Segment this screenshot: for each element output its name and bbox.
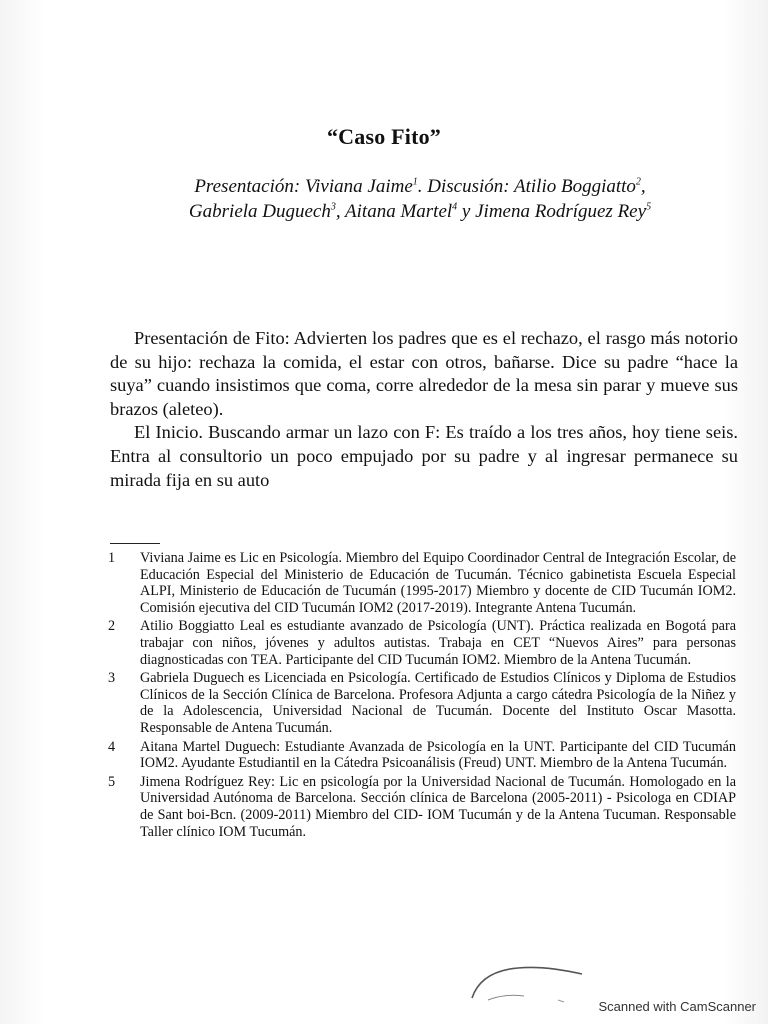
footnote-ref-4: 4: [452, 201, 458, 213]
footnote-text: Aitana Martel Duguech: Estudiante Avanzada de Psicología en la UNT. Participante del CID Tucumán IOM2. Ayudante Estudiantil en la Cátedra Psicoanálisis (Freud) UNT. Miembro de la Antena Tucumán.: [140, 738, 736, 772]
footnote-ref-1: 1: [412, 176, 418, 188]
document-title: “Caso Fito”: [326, 124, 442, 149]
footnote-text: Viviana Jaime es Lic en Psicología. Miembro del Equipo Coordinador Central de Integración Escolar, de Educación Especial del Ministerio de Educación de Tucumán. Técnico gabinetista Escuela Especial ALPI, Ministerio de Educación de Tucumán (1995-2017) Miembro y docente de CID Tucumán IOM2. Comisión ejecutiva del CID Tucumán IOM2 (2017-2019). Integrante Antena Tucumán.: [140, 550, 736, 616]
author-discussant-1: . Discusión: Atilio Boggiatto: [417, 176, 636, 197]
footnotes: [108, 550, 736, 842]
footnote-ref-5: 5: [646, 201, 652, 213]
footnote-number: 5: [108, 773, 116, 790]
footnote-ref-2: 2: [635, 176, 641, 188]
authors-block: [100, 174, 740, 224]
footnote-ref-3: 3: [330, 201, 336, 213]
author-discussant-4: y Jimena Rodríguez Rey: [457, 201, 647, 222]
footnote: [108, 618, 736, 668]
body-paragraph: El Inicio. Buscando armar un lazo con F: Es traído a los tres años, hoy tiene seis. Entra al consultorio un poco empujado por su padre y al ingresar permanece su mirada fija en su auto: [110, 422, 738, 490]
footnote-text: Atilio Boggiatto Leal es estudiante avanzado de Psicología (UNT). Práctica realizada en Bogotá para trabajar con niños, jóvenes y adultos autistas. Trabaja en CET “Nuevos Aires” para personas diagnosticadas con TEA. Participante del CID Tucumán IOM2. Miembro de la Antena Tucumán.: [140, 618, 736, 668]
authors-line-1: [100, 174, 740, 199]
footnote-number: 4: [108, 738, 116, 755]
footnote-number: 2: [108, 618, 116, 635]
body-text: [110, 327, 738, 492]
author-presenter: Presentación: Viviana Jaime: [194, 176, 413, 197]
footnote: [108, 774, 736, 840]
footnote: [108, 670, 736, 736]
authors-line-2: [100, 199, 740, 224]
footnote-divider: [110, 543, 160, 544]
author-discussant-2: Gabriela Duguech: [188, 201, 331, 222]
body-paragraph: Presentación de Fito: Advierten los padres que es el rechazo, el rasgo más notorio de su hijo: rechaza la comida, el estar con otros, bañarse. Dice su padre “hace la suya” cuando insistimos que coma, corre alrededor de la mesa sin parar y mueve sus brazos (aleteo).: [110, 328, 738, 419]
footnote-number: 3: [108, 670, 116, 687]
author-discussant-3: , Aitana Martel: [335, 201, 453, 222]
handwritten-mark: [468, 960, 588, 1004]
authors-separator: ,: [640, 176, 646, 197]
footnote: [108, 550, 736, 616]
footnote-number: 1: [108, 550, 116, 566]
footnote-text: Gabriela Duguech es Licenciada en Psicología. Certificado de Estudios Clínicos y Diploma de Estudios Clínicos de la Sección Clínica de Barcelona. Profesora Adjunta a cargo cátedra Psicología de la Niñez y de la Adolescencia, Universidad Nacional de Tucumán. Docente del Instituto Oscar Masotta. Responsable de Antena Tucumán.: [140, 670, 736, 736]
footnote-text: Jimena Rodríguez Rey: Lic en psicología por la Universidad Nacional de Tucumán. Homologado en la Universidad Autónoma de Barcelona. Sección clínica de Barcelona (2005-2011) - Psicologa en CDIAP de Sant boi-Bcn. (2009-2011) Miembro del CID- IOM Tucumán y de la Antena Tucuman. Responsable Taller clínico IOM Tucumán.: [140, 773, 736, 840]
footnote: [108, 739, 736, 772]
scanner-watermark: Scanned with CamScanner: [598, 999, 756, 1014]
